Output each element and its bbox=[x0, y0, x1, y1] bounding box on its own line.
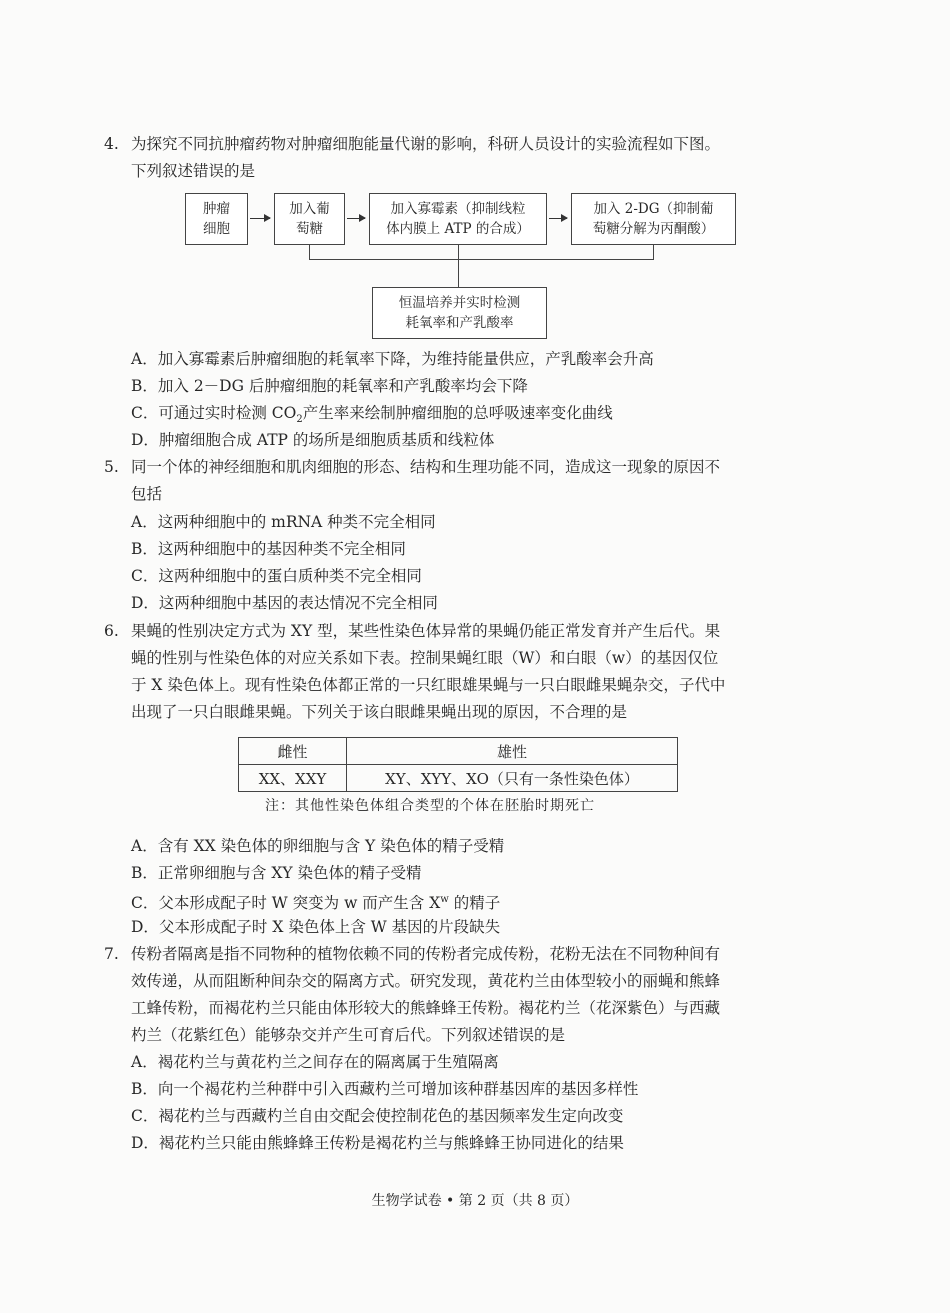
question-7-option-c: C．褐花杓兰与西藏杓兰自由交配会使控制花色的基因频率发生定向改变 bbox=[131, 1107, 624, 1125]
question-5-option-a: A．这两种细胞中的 mRNA 种类不完全相同 bbox=[131, 513, 436, 531]
flow-box-add-oligomycin-line2: 体内膜上 ATP 的合成） bbox=[386, 221, 530, 237]
table-note: 注：其他性染色体组合类型的个体在胚胎时期死亡 bbox=[265, 798, 595, 814]
question-5-number: 5. bbox=[104, 458, 119, 476]
table-cell-female: XX、XXY bbox=[239, 765, 347, 792]
question-6-option-b: B．正常卵细胞与含 XY 染色体的精子受精 bbox=[131, 864, 422, 882]
co2-subscript: 2 bbox=[296, 414, 303, 426]
question-7-stem-line1: 传粉者隔离是指不同物种的植物依赖不同的传粉者完成传粉，花粉无法在不同物种间有 bbox=[131, 945, 721, 963]
question-6-stem-line4: 出现了一只白眼雌果蝇。下列关于该白眼雌果蝇出现的原因，不合理的是 bbox=[131, 703, 628, 721]
question-7-option-d: D．褐花杓兰只能由熊蜂蜂王传粉是褐花杓兰与熊蜂蜂王协同进化的结果 bbox=[131, 1134, 624, 1152]
question-7-stem-line3: 工蜂传粉，而褐花杓兰只能由体形较大的熊蜂蜂王传粉。褐花杓兰（花深紫色）与西藏 bbox=[131, 999, 721, 1017]
question-4-number: 4. bbox=[104, 135, 119, 153]
flow-box-tumor-cell-line2: 细胞 bbox=[203, 221, 230, 237]
flow-arrow-2 bbox=[347, 218, 365, 219]
question-7-option-a: A．褐花杓兰与黄花杓兰之间存在的隔离属于生殖隔离 bbox=[131, 1053, 499, 1071]
table-header-row bbox=[239, 738, 678, 765]
question-4-option-c-text: C．可通过实时检测 CO bbox=[131, 404, 297, 422]
flow-box-tumor-cell bbox=[185, 193, 248, 245]
question-4-option-c-text-rest: 产生率来绘制肿瘤细胞的总呼吸速率变化曲线 bbox=[302, 404, 613, 422]
flow-arrow-3 bbox=[549, 218, 567, 219]
flow-box-incubate-detect-line1: 恒温培养并实时检测 bbox=[398, 295, 521, 311]
question-6-stem-line1: 果蝇的性别决定方式为 XY 型，某些性染色体异常的果蝇仍能正常发育并产生后代。果 bbox=[131, 622, 721, 640]
question-5-option-c: C．这两种细胞中的蛋白质种类不完全相同 bbox=[131, 567, 422, 585]
sex-chromosome-table bbox=[238, 737, 678, 792]
question-7-stem-line4: 杓兰（花紫红色）能够杂交并产生可育后代。下列叙述错误的是 bbox=[131, 1026, 566, 1044]
flow-connector-v1 bbox=[309, 245, 310, 259]
flow-box-add-2dg-line2: 萄糖分解为丙酮酸） bbox=[592, 221, 715, 237]
flow-box-add-glucose-line2: 萄糖 bbox=[296, 221, 323, 237]
xw-superscript: w bbox=[440, 894, 449, 905]
table-header-female: 雌性 bbox=[239, 738, 347, 765]
question-5-option-b: B．这两种细胞中的基因种类不完全相同 bbox=[131, 540, 406, 558]
question-5-stem-line1: 同一个体的神经细胞和肌肉细胞的形态、结构和生理功能不同，造成这一现象的原因不 bbox=[131, 458, 721, 476]
page-footer: 生物学试卷 • 第 2 页（共 8 页） bbox=[371, 1193, 579, 1209]
table-cell-male: XY、XYY、XO（只有一条性染色体） bbox=[347, 765, 678, 792]
question-7-number: 7. bbox=[104, 945, 119, 963]
question-4-stem-line2: 下列叙述错误的是 bbox=[131, 162, 256, 180]
flow-box-incubate-detect bbox=[372, 287, 547, 339]
flow-box-add-oligomycin-line1: 加入寡霉素（抑制线粒 bbox=[390, 201, 526, 217]
table-row bbox=[239, 765, 678, 792]
flow-connector-v2 bbox=[458, 245, 459, 259]
question-7-stem-line2: 效传递，从而阻断种间杂交的隔离方式。研究发现，黄花杓兰由体型较小的丽蝇和熊蜂 bbox=[131, 972, 721, 990]
flow-box-add-glucose-line1: 加入葡 bbox=[289, 201, 330, 217]
question-4-option-b: B．加入 2－DG 后肿瘤细胞的耗氧率和产乳酸率均会下降 bbox=[131, 377, 528, 395]
flow-arrow-1 bbox=[250, 218, 270, 219]
question-7-option-b: B．向一个褐花杓兰种群中引入西藏杓兰可增加该种群基因库的基因多样性 bbox=[131, 1080, 639, 1098]
question-4-option-d: D．肿瘤细胞合成 ATP 的场所是细胞质基质和线粒体 bbox=[131, 431, 495, 449]
flow-box-tumor-cell-line1: 肿瘤 bbox=[203, 201, 230, 217]
flow-connector-h bbox=[309, 259, 654, 260]
question-6-stem-line2: 蝇的性别与性染色体的对应关系如下表。控制果蝇红眼（W）和白眼（w）的基因仅位 bbox=[131, 649, 719, 667]
question-6-option-c-text-rest: 的精子 bbox=[448, 894, 501, 913]
flow-box-add-2dg-line1: 加入 2-DG（抑制葡 bbox=[593, 201, 714, 217]
flow-box-add-oligomycin bbox=[369, 193, 547, 245]
question-4-option-a: A．加入寡霉素后肿瘤细胞的耗氧率下降，为维持能量供应，产乳酸率会升高 bbox=[131, 350, 654, 368]
flow-connector-v3 bbox=[653, 245, 654, 259]
table-header-male: 雄性 bbox=[347, 738, 678, 765]
question-4-stem-line1: 为探究不同抗肿瘤药物对肿瘤细胞能量代谢的影响，科研人员设计的实验流程如下图。 bbox=[131, 135, 721, 153]
question-6-option-c-text: C．父本形成配子时 W 突变为 w 而产生含 X bbox=[131, 894, 441, 913]
question-6-stem-line3: 于 X 染色体上。现有性染色体都正常的一只红眼雄果蝇与一只白眼雌果蝇杂交，子代中 bbox=[131, 676, 726, 694]
question-6-number: 6. bbox=[104, 622, 119, 640]
question-6-option-d: D．父本形成配子时 X 染色体上含 W 基因的片段缺失 bbox=[131, 918, 501, 936]
question-6-option-a: A．含有 XX 染色体的卵细胞与含 Y 染色体的精子受精 bbox=[131, 837, 505, 855]
question-5-stem-line2: 包括 bbox=[131, 485, 163, 503]
question-6-option-c bbox=[131, 888, 500, 915]
question-5-option-d: D．这两种细胞中基因的表达情况不完全相同 bbox=[131, 594, 438, 612]
flow-box-incubate-detect-line2: 耗氧率和产乳酸率 bbox=[405, 315, 514, 331]
flow-box-add-2dg bbox=[571, 193, 736, 245]
flow-connector-down bbox=[458, 259, 459, 287]
flow-box-add-glucose bbox=[274, 193, 345, 245]
